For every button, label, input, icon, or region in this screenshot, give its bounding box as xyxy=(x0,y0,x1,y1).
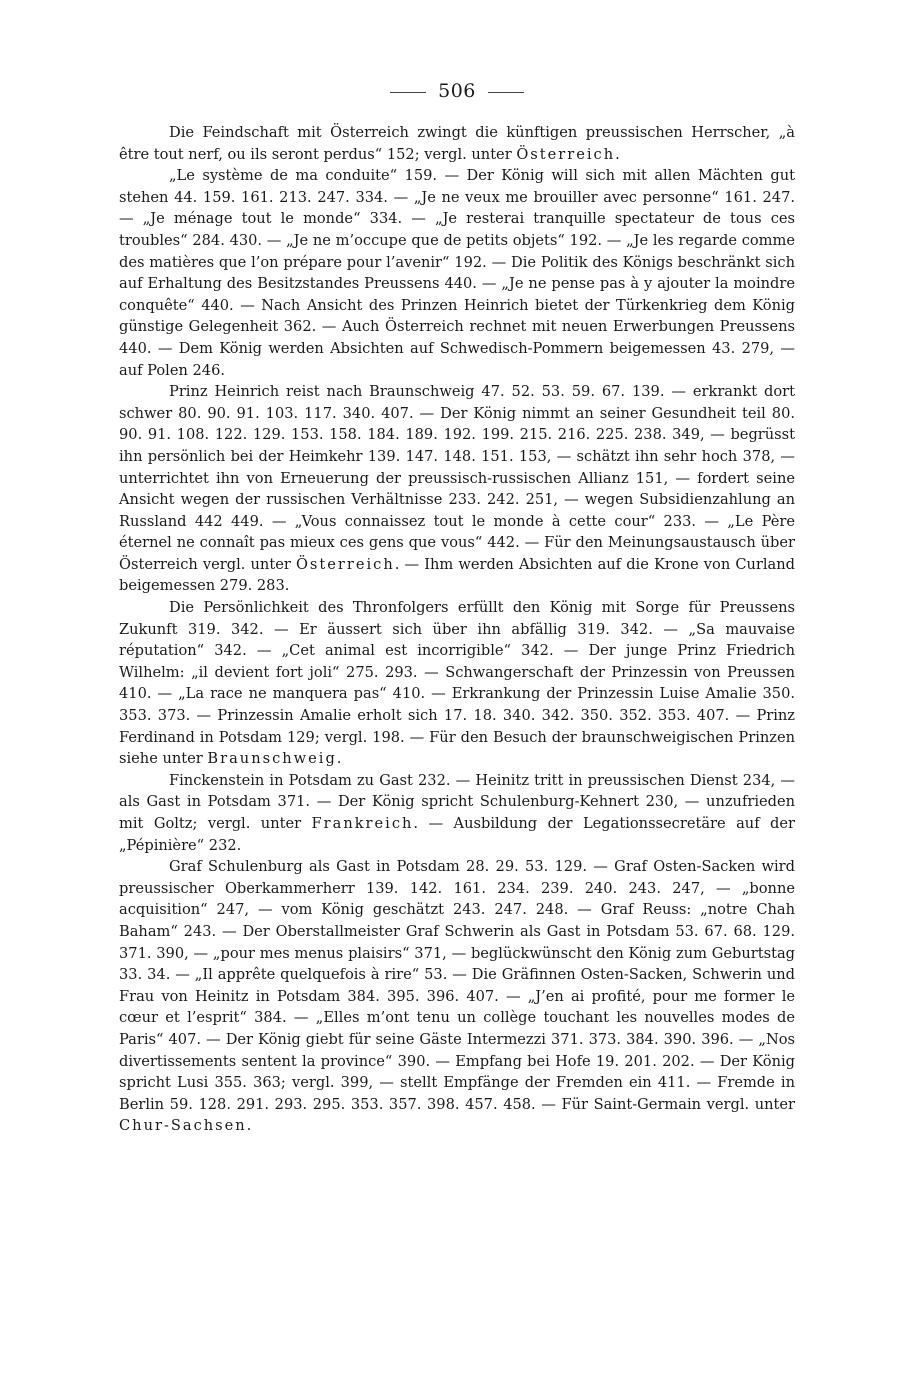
document-page xyxy=(119,80,795,1137)
text-run: Finckenstein in Potsdam zu Gast 232. — Heinitz tritt in preussischen Dienst 234, — als Gast in Potsdam 371. — Der König spricht Schulenburg-Kehnert 230, — unzufrieden mit Goltz; vergl. unter xyxy=(119,771,795,832)
paragraph xyxy=(119,165,795,381)
text-run: Prinz Heinrich reist nach Braunschweig 47. 52. 53. 59. 67. 139. — erkrankt dort schwer 80. 90. 91. 103. 117. 340. 407. — Der König nimmt an seiner Gesundheit teil 80. 90. 91. 108. 122. 129. 153. 158. 184. 189. 192. 199. 215. 216. 225. 238. 349, — begrüsst ihn persönlich bei der Heimkehr 139. 147. 148. 151. 153, — schätzt ihn sehr hoch 378, — unterrichtet ihn von Erneuerung der preussisch-russischen Allianz 151, — fordert seine Ansicht wegen der russischen Verhältnisse 233. 242. 251, — wegen Subsidienzahlung an Russland 442 449. — „Vous connaissez tout le monde à cette cour“ 233. — „Le Père éternel ne connaît pas mieux ces gens que vous“ 442. — Für den Meinungsaustausch über Österreich vergl. unter xyxy=(119,383,795,573)
text-run: . — Ihm werden Absichten auf die Krone von Curland beigemessen 279. 283. xyxy=(119,555,795,595)
paragraph xyxy=(119,597,795,770)
paragraph xyxy=(119,122,795,165)
spaced-reference: Chur-Sachsen xyxy=(119,1117,247,1135)
page-number: 506 xyxy=(438,80,476,102)
spaced-reference: Frankreich xyxy=(311,815,414,832)
text-run: . — Ausbildung der Legationssecretäre auf der „Pépinière“ 232. xyxy=(119,815,795,854)
paragraph xyxy=(119,381,795,597)
text-run: Die Persönlichkeit des Thronfolgers erfüllt den König mit Sorge für Preussens Zukunft 319. 342. — Er äussert sich über ihn abfällig 319. 342. — „Sa mauvaise réputation“ 342. — „Cet animal est incorrigible“ 342. — Der junge Prinz Friedrich Wilhelm: „il devient fort joli“ 275. 293. — Schwangerschaft der Prinzessin von Preussen 410. — „La race ne manquera pas“ 410. — Erkrankung der Prinzessin Luise Amalie 350. 353. 373. — Prinzessin Amalie erholt sich 17. 18. 340. 342. 350. 352. 353. 407. — Prinz Ferdinand in Potsdam 129; vergl. 198. — Für den Besuch der braunschweigischen Prinzen siehe unter xyxy=(119,599,795,768)
body-text xyxy=(119,122,795,1137)
page-number-header xyxy=(119,80,795,102)
text-run: . xyxy=(615,145,620,163)
text-run: „Le système de ma conduite“ 159. — Der König will sich mit allen Mächten gut stehen 44. 159. 161. 213. 247. 334. — „Je ne veux me brouiller avec personne“ 161. 247. — „Je ménage tout le monde“ 334. — „Je resterai tranquille spectateur de tous ces troubles“ 284. 430. — „Je ne m’occupe que de petits objets“ 192. — „Je les regarde comme des matières que l’on prépare pour l’avenir“ 192. — Die Politik des Königs beschränkt sich auf Erhaltung des Besitzstandes Preussens 440. — „Je ne pense pas à y ajouter la moindre conquête“ 440. — Nach Ansicht des Prinzen Heinrich bietet der Türkenkrieg dem König günstige Gelegenheit 362. — Auch Österreich rechnet mit neuen Erwerbungen Preussens 440. — Dem König werden Absichten auf Schwedisch-Pommern beigemessen 43. 279, — auf Polen 246. xyxy=(119,167,795,379)
spaced-reference: Österreich xyxy=(295,555,395,573)
text-run: . xyxy=(336,750,342,768)
text-run: Die Feindschaft mit Österreich zwingt die künftigen preussischen Herrscher, „à être tout nerf, ou ils seront perdus“ 152; vergl. unter xyxy=(119,124,795,163)
spaced-reference: Österreich xyxy=(516,145,616,163)
paragraph xyxy=(119,856,795,1137)
page-number-dash-left xyxy=(390,92,426,93)
text-run: . xyxy=(246,1117,252,1135)
spaced-reference: Braunschweig xyxy=(207,750,337,768)
text-run: Graf Schulenburg als Gast in Potsdam 28. 29. 53. 129. — Graf Osten-Sacken wird preussischer Oberkammerherr 139. 142. 161. 234. 239. 240. 243. 247, — „bonne acquisition“ 247, — vom König geschätzt 243. 247. 248. — Graf Reuss: „notre Chah Baham“ 243. — Der Oberstallmeister Graf Schwerin als Gast in Potsdam 53. 67. 68. 129. 371. 390, — „pour mes menus plaisirs“ 371, — beglückwünscht den König zum Geburtstag 33. 34. — „Il apprête quelquefois à rire“ 53. — Die Gräfinnen Osten-Sacken, Schwerin und Frau von Heinitz in Potsdam 384. 395. 396. 407. — „J’en ai profité, pour me former le cœur et l’esprit“ 384. — „Elles m’ont tenu un collège touchant les nouvelles modes de Paris“ 407. — Der König giebt für seine Gäste Intermezzi 371. 373. 384. 390. 396. — „Nos divertissements sentent la province“ 390. — Empfang bei Hofe 19. 201. 202. — Der König spricht Lusi 355. 363; vergl. 399, — stellt Empfänge der Fremden ein 411. — Fremde in Berlin 59. 128. 291. 293. 295. 353. 357. 398. 457. 458. — Für Saint-Germain vergl. unter xyxy=(119,858,795,1113)
paragraph xyxy=(119,770,795,856)
page-number-dash-right xyxy=(488,92,524,93)
